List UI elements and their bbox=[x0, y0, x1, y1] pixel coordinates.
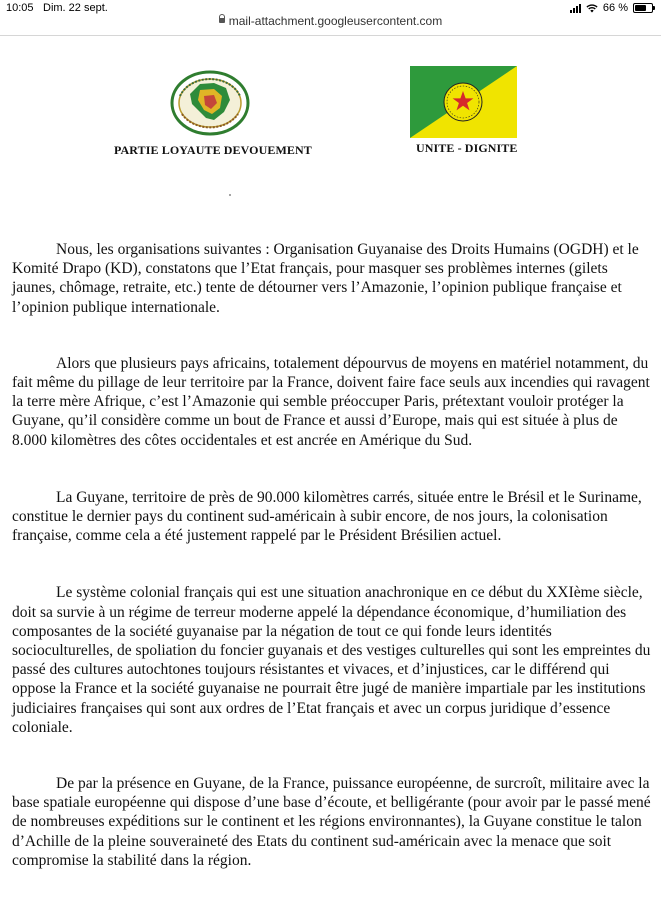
paragraph-4: Le système colonial français qui est une situation anachronique en ce début du XXIème siècle, doit sa survie à un régime de terreur moderne appelé la dépendance économique, d’humiliation des composantes de la société guyanaise par la négation de tout ce qui fonde leurs identités socioculturelles, de spoliation du foncier guyanais et des vestiges culturelles qui sont les empreintes du passé des cultures autochtones toujours résistantes et vivaces, et d’injustices, car le différend qui oppose la France et la société guyanaise ne pourrait être jugé de manière impartiale par les institutions judiciaires françaises qui sont aux ordres de l’Etat français et avec un corpus juridique d’essence coloniale. bbox=[12, 584, 651, 736]
address-bar-divider bbox=[0, 35, 661, 36]
paragraph-1: Nous, les organisations suivantes : Organisation Guyanaise des Droits Humains (OGDH) et le Komité Drapo (KD), constatons que l’Etat français, pour masquer ses problèmes internes (gilets jaunes, chômage, retraite, etc.) tente de détourner vers l’Amazonie, l’opinion publique française et l’opinion publique internationale. bbox=[12, 241, 639, 316]
paragraph-3: La Guyane, territoire de près de 90.000 kilomètres carrés, située entre le Brésil et le Suriname, constitue le dernier pays du continent sud-américain à subir encore, de nos jours, la colonisation française, comme cela a été justement rappelé par le Président Brésilien actuel. bbox=[12, 488, 642, 545]
scan-speck bbox=[229, 194, 231, 196]
left-caption: PARTIE LOYAUTE DEVOUEMENT bbox=[114, 143, 312, 157]
organisation-emblem-logo bbox=[170, 70, 250, 136]
paragraph-2: Alors que plusieurs pays africains, totalement dépourvus de moyens en matériel notamment, du fait même du pillage de leur territoire par la France, doivent faire face seuls aux incendies qui ravagent la terre mère Afrique, c’est l’Amazonie qui semble préoccuper Paris, prétextant vouloir protéger la Guyane, qu’il considère comme un bout de France et aussi d’Europe, mais qui est située à plus de 8.000 kilomètres des côtes occidentales et est ancrée en Amérique du Sud. bbox=[12, 354, 650, 449]
cellular-signal-icon bbox=[570, 3, 581, 13]
right-caption: UNITE - DIGNITE bbox=[416, 141, 518, 155]
status-time: 10:05 bbox=[6, 2, 34, 14]
guyane-flag-icon bbox=[410, 66, 517, 138]
wifi-icon bbox=[586, 4, 598, 13]
address-bar[interactable] bbox=[0, 14, 661, 34]
status-date: Dim. 22 sept. bbox=[43, 2, 108, 14]
lock-icon bbox=[219, 18, 225, 23]
letter-body bbox=[12, 240, 654, 907]
paragraph-5: De par la présence en Guyane, de la France, puissance européenne, de surcroît, militaire avec la base spatiale européenne qui dispose d’une base d’écoute, et belligérante (pour avoir par le passé mené de nombreuses expéditions sur le continent et les régions environnantes), la Guyane constitue le talon d’Achille de la pleine souveraineté des Etats du continent sud-américain avec la menace que soit compromise la stabilité dans la région. bbox=[12, 775, 651, 869]
status-indicators bbox=[570, 2, 653, 14]
url-text[interactable]: mail-attachment.googleusercontent.com bbox=[228, 14, 443, 28]
battery-icon bbox=[633, 3, 653, 13]
battery-percent: 66 % bbox=[602, 2, 628, 14]
